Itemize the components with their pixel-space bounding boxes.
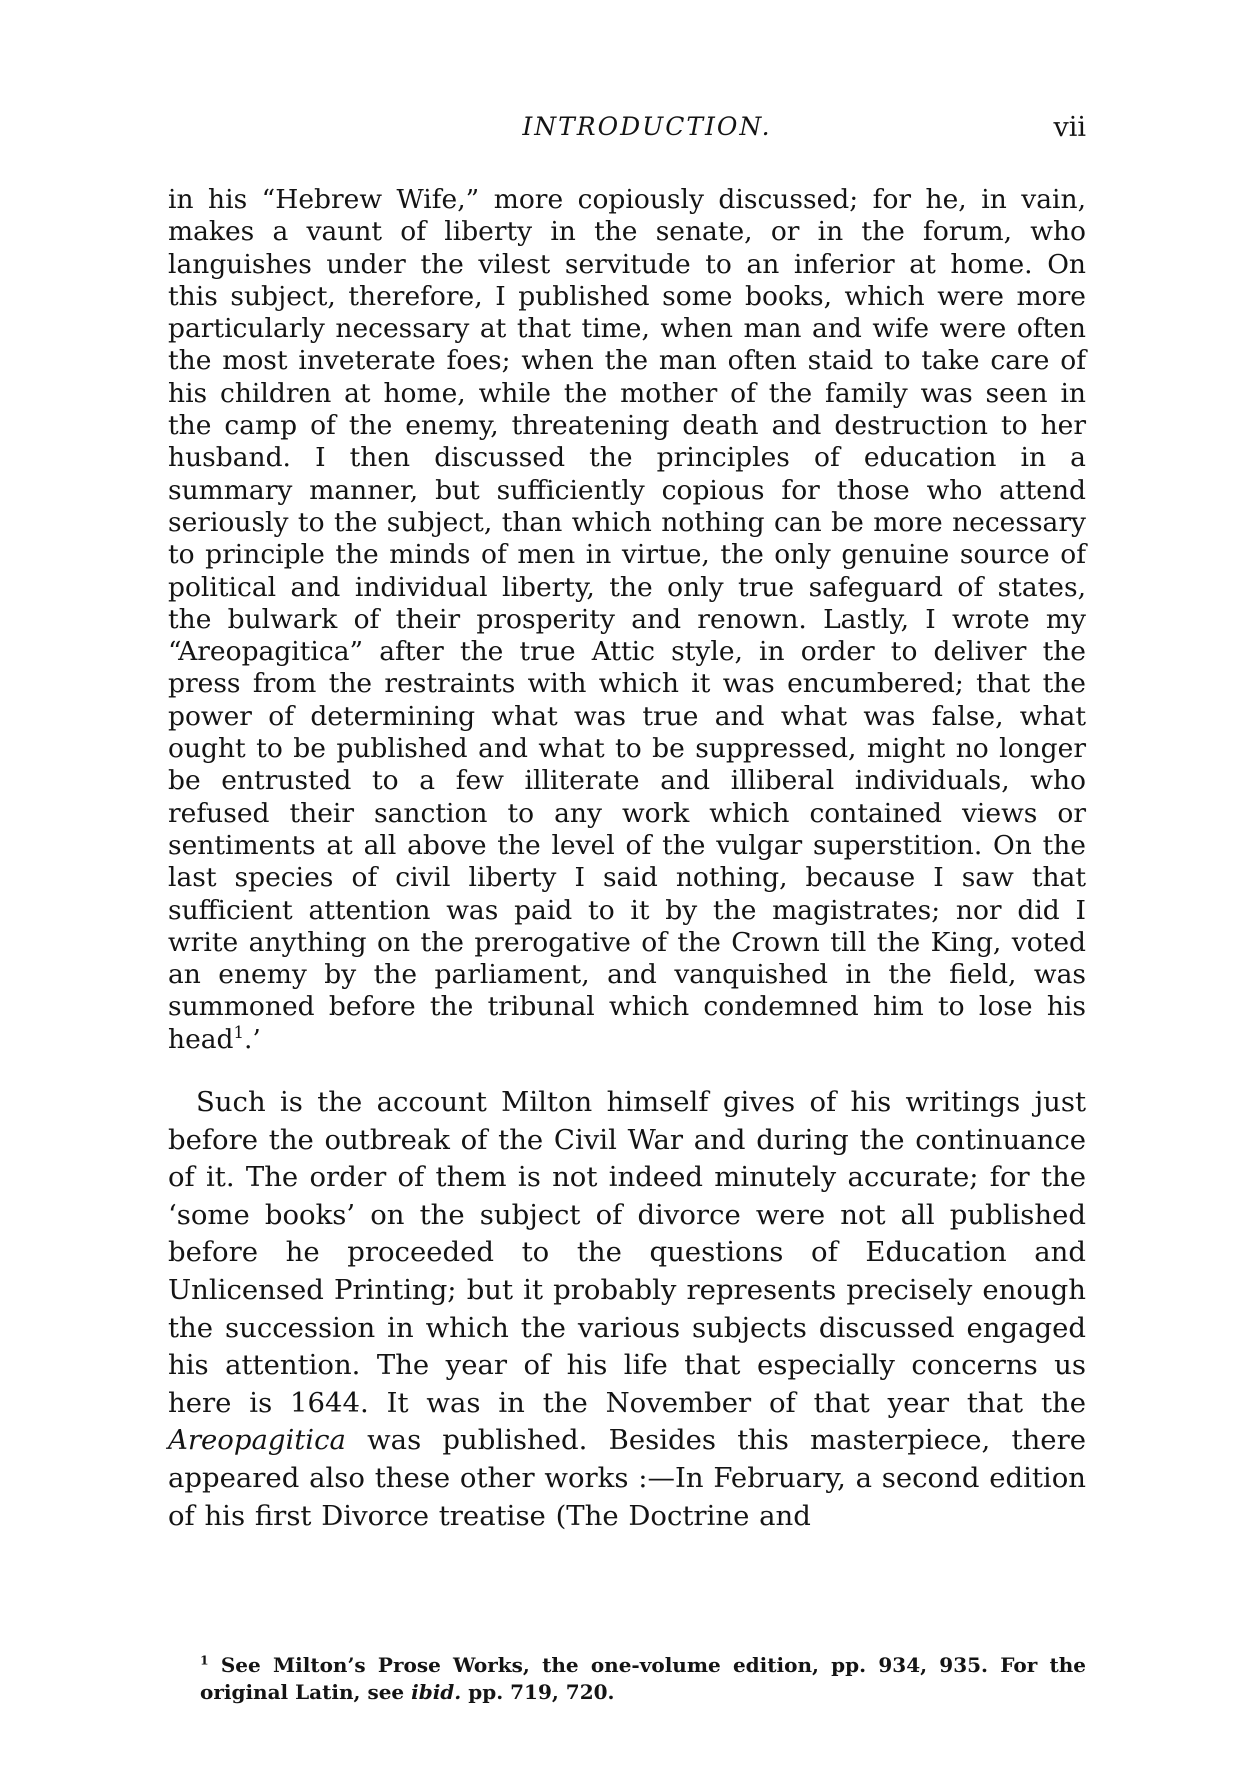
page-number: vii (1053, 112, 1086, 143)
footnote-text-before: See Milton’s Prose Works, the one-volume edition, pp. 934, 935. For the original Latin, see (200, 1653, 1086, 1704)
running-head (168, 112, 1086, 152)
running-title: INTRODUCTION. (522, 112, 772, 141)
footnote (168, 1652, 1086, 1706)
work-title-areopagitica: Areopagitica (168, 1424, 346, 1457)
footnote-text-after: pp. 719, 720. (461, 1680, 615, 1704)
body-paragraph (168, 1084, 1086, 1535)
quoted-passage (168, 184, 1086, 1056)
footnote-marker: 1 (200, 1652, 209, 1668)
footnote-ibid: ibid. (411, 1680, 462, 1704)
paragraph-text-after: was published. Besides this masterpiece, there appeared also these other works :—In February, a second edition of his first Divorce treatise (The Doctrine and (168, 1424, 1086, 1532)
footnote-reference: 1 (233, 1022, 244, 1042)
paragraph-text-before: Such is the account Milton himself gives of his writings just before the outbreak of the Civil War and during the continuance of it. The order of them is not indeed minutely accurate; for the ‘some books’ on the subject of divorce were not all published before he proceeded to the questions of Education and Unlicensed Printing; but it probably represents precisely enough the succession in which the various subjects discussed engaged his attention. The year of his life that especially concerns us here is 1644. It was in the November of that year that the (168, 1086, 1086, 1419)
quote-closing: .’ (243, 1023, 261, 1055)
quote-text: in his “Hebrew Wife,” more copiously discussed; for he, in vain, makes a vaunt of liberty in the senate, or in the forum, who languishes under the vilest servitude to an inferior at home. On this subject, therefore, I published some books, which were more particularly necessary at that time, when man and wife were often the most inveterate foes; when the man often staid to take care of his children at home, while the mother of the family was seen in the camp of the enemy, threatening death and destruction to her husband. I then discussed the principles of education in a summary manner, but sufficiently copious for those who attend seriously to the subject, than which nothing can be more necessary to principle the minds of men in virtue, the only genuine source of political and individual liberty, the only true safeguard of states, the bulwark of their prosperity and renown. Lastly, I wrote my “Areopagitica” after the true Attic style, in order to deliver the press from the restraints with which it was encumbered; that the power of determining what was true and what was false, what ought to be published and what to be suppressed, might no longer be entrusted to a few illiterate and illiberal individuals, who refused their sanction to any work which contained views or sentiments at all above the level of the vulgar superstition. On the last species of civil liberty I said nothing, because I saw that sufficient attention was paid to it by the magistrates; nor did I write anything on the prerogative of the Crown till the King, voted an enemy by the parliament, and vanquished in the field, was summoned before the tribunal which condemned him to lose his head (168, 184, 1086, 1055)
